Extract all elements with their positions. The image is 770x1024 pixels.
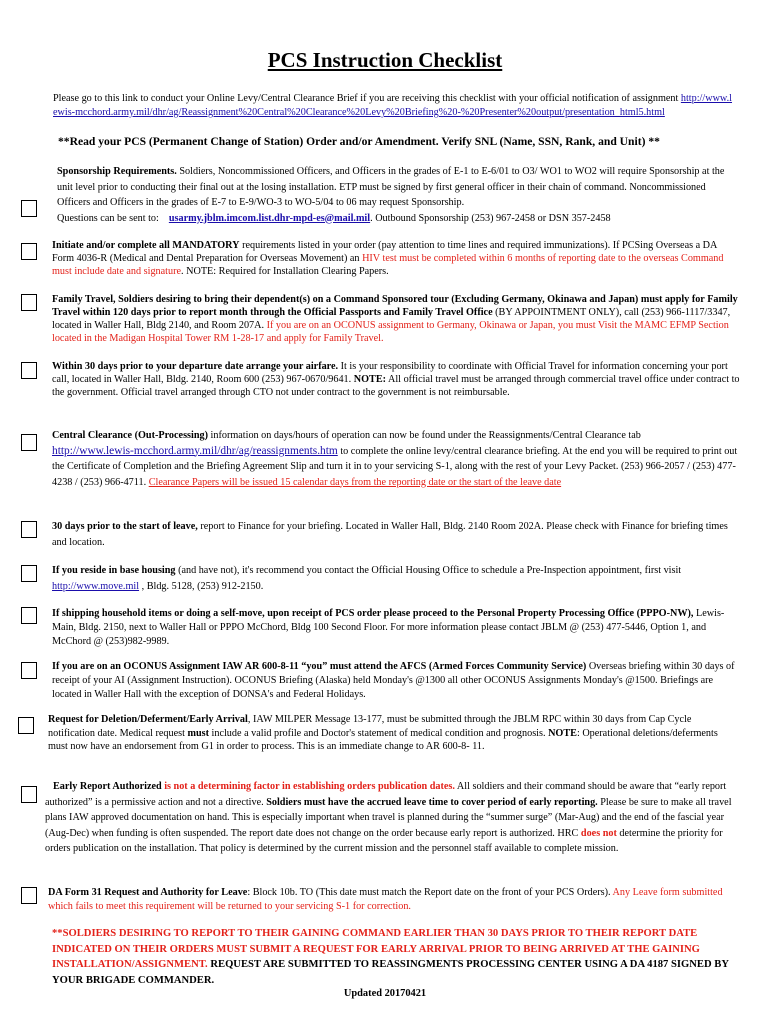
housing-checkbox[interactable] bbox=[21, 565, 37, 582]
mandatory-item bbox=[52, 239, 740, 278]
early-report-does-not: does not bbox=[580, 827, 617, 839]
sponsorship-text: Soldiers, Noncommissioned Officers, and Officers in the grades of E-1 to E-6/01 to O3/ WO1 to WO2 will require Sponsorship at the unit level prior to conducting their final out at the losing installation. ETP must be signed by first general officer in their chain of command. Noncommissioned Officers and Officers in the grades of E-7 to E-9/WO-3 to WO-5/04 to 06 may request Sponsorship. bbox=[57, 166, 725, 208]
mandatory-checkbox[interactable] bbox=[21, 243, 37, 260]
read-orders-notice: **Read your PCS (Permanent Change of Station) Order and/or Amendment. Verify SNL (Name, SSN, Rank, and Unit) ** bbox=[58, 135, 660, 148]
oconus-heading: If you are on an OCONUS Assignment IAW AR 600-8-11 “you” must attend the AFCS (Armed Forces Community Service) bbox=[52, 661, 587, 672]
family-travel-item bbox=[52, 293, 740, 345]
early-report-text-3: determine the priority for orders publication on the installation. That policy is determined by the current mission and the personnel staff available to complete mission. bbox=[45, 827, 723, 854]
questions-prefix: Questions can be sent to: bbox=[57, 212, 159, 224]
mandatory-text-2: . NOTE: Required for Installation Clearing Papers. bbox=[181, 266, 389, 277]
clearance-papers-note: Clearance Papers will be issued 15 calendar days from the reporting date or the start of the leave date bbox=[148, 476, 562, 488]
da31-text: : Block 10b. TO (This date must match the Report date on the front of your PCS Orders). bbox=[247, 887, 613, 898]
early-report-checkbox[interactable] bbox=[21, 786, 37, 803]
shipping-heading: If shipping household items or doing a self-move, upon receipt of PCS order please proceed to the Personal Property Processing Office (PPPO-NW), bbox=[52, 608, 694, 619]
oconus-text: Overseas briefing within 30 days of receipt of your AI (Assignment Instruction). OCONUS Briefing (Alaska) held Monday's @1300 all other OCONUS Assignments Monday's @1500. Briefings are located in Waller Hall with the exception of DONSA's and Federal Holidays. bbox=[52, 661, 735, 700]
clearance-heading: Central Clearance (Out-Processing) bbox=[52, 430, 208, 441]
deletion-item bbox=[48, 713, 740, 754]
oconus-item bbox=[52, 660, 740, 702]
page-title: PCS Instruction Checklist bbox=[267, 48, 503, 72]
family-travel-text: (BY APPOINTMENT ONLY), call (253) 966-1117/3347, located in Waller Hall, Bldg 2140, and Room 207A. bbox=[52, 307, 731, 331]
questions-suffix: . Outbound Sponsorship (253) 967-2458 or DSN 357-2458 bbox=[370, 212, 611, 224]
early-report-red: is not a determining factor in establishing orders publication dates. bbox=[161, 781, 455, 792]
da31-red: Any Leave form submitted which fails to meet this requirement will be returned to your servicing S-1 for correction. bbox=[48, 887, 723, 912]
housing-text-1: (and have not), it's recommend you contact the Official Housing Office to schedule a Pre-Inspection appointment, first visit bbox=[175, 565, 682, 576]
deletion-note-label: NOTE bbox=[548, 727, 577, 739]
da31-heading: DA Form 31 Request and Authority for Leave bbox=[48, 887, 248, 898]
move-mil-link[interactable]: http://www.move.mil bbox=[52, 580, 140, 592]
clearance-text-1: information on days/hours of operation can now be found under the Reassignments/Central Clearance tab bbox=[207, 430, 641, 441]
sponsorship-heading: Sponsorship Requirements. bbox=[57, 166, 177, 177]
early-arrival-notice bbox=[52, 926, 742, 988]
clearance-text-2: to complete the online levy/central clearance briefing. At the end you will be required to print out the Certificate of Completion and the Briefing Agreement Slip and turn it in to your servicing S-1, along with the rest of your Levy Packet. (253) 966-2057 / (253) 477-4238 / (253) 966-4711. bbox=[52, 445, 738, 488]
oconus-checkbox[interactable] bbox=[21, 662, 37, 679]
early-report-text-2: Please be sure to make all travel plans IAW approved documentation on hand. This is especially important when travel is planned during the “summer surge” (Mar-Aug) and the end of the fascial year (Aug-Dec) when funding is often suspended. The report date does not change on the order because early report is authorized. HRC bbox=[45, 796, 732, 839]
intro-text: Please go to this link to conduct your Online Levy/Central Clearance Brief if you are receiving this checklist with your official notification of assignment bbox=[53, 93, 679, 104]
updated-date: Updated 20170421 bbox=[343, 988, 427, 999]
housing-text-2: , Bldg. 5128, (253) 912-2150. bbox=[139, 580, 264, 592]
mandatory-text-1: requirements listed in your order (pay attention to time lines and required immunizations). If PCSing Overseas a DA Form 4036-R (Medical and Dental Preparation for Overseas Movement) an bbox=[52, 240, 717, 264]
da31-checkbox[interactable] bbox=[21, 887, 37, 904]
deletion-must: must bbox=[187, 727, 209, 739]
early-report-bold: Soldiers must have the accrued leave time to cover period of early reporting. bbox=[266, 796, 598, 808]
family-travel-heading: Family Travel, Soldiers desiring to bring their dependent(s) on a Command Sponsored tour (Excluding Germany, Okinawa and Japan) must apply for Family Travel within 120 days prior to report month through the Official Passports and Family Travel Office bbox=[52, 294, 738, 318]
sponsorship-checkbox[interactable] bbox=[21, 200, 37, 217]
mandatory-heading: Initiate and/or complete all MANDATORY bbox=[52, 240, 240, 251]
early-report-item bbox=[45, 779, 740, 857]
clearance-checkbox[interactable] bbox=[21, 434, 37, 451]
airfare-checkbox[interactable] bbox=[21, 362, 37, 379]
hiv-test-note: HIV test must be completed within 6 months of reporting date to the overseas Command must include date and signature bbox=[52, 253, 724, 277]
da31-item bbox=[48, 886, 740, 914]
early-report-text-1: All soldiers and their command should be aware that “early report authorized” is a permissive action and not a directive. bbox=[45, 781, 727, 808]
shipping-item bbox=[52, 607, 740, 649]
reassignments-link[interactable]: http://www.lewis-mcchord.army.mil/dhr/ag/reassignments.htm bbox=[52, 444, 338, 457]
housing-item bbox=[52, 563, 740, 594]
early-arrival-black: REQUEST ARE SUBMITTED TO REASSINGMENTS PROCESSING CENTER USING A DA 4187 SIGNED BY YOUR BRIGADE COMMANDER. bbox=[52, 959, 729, 986]
airfare-heading: Within 30 days prior to your departure date arrange your airfare. bbox=[52, 361, 339, 372]
finance-item bbox=[52, 519, 740, 550]
early-arrival-red: **SOLDIERS DESIRING TO REPORT TO THEIR GAINING COMMAND EARLIER THAN 30 DAYS PRIOR TO THEIR REPORT DATE INDICATED ON THEIR ORDERS MUST SUBMIT A REQUEST FOR EARLY ARRIVAL PRIOR TO BEING ARRIVED AT THE GAINING INSTALLATION/ASSIGNMENT. bbox=[52, 928, 700, 970]
efmp-note: If you are on an OCONUS assignment to Germany, Okinawa or Japan, you must Visit the MAMC EFMP Section located in the Madigan Hospital Tower RM 1-28-17 and apply for Family Travel. bbox=[52, 320, 729, 344]
family-travel-checkbox[interactable] bbox=[21, 294, 37, 311]
airfare-item bbox=[52, 360, 740, 399]
finance-heading: 30 days prior to the start of leave, bbox=[52, 521, 198, 532]
deletion-text-2: include a valid profile and Doctor's statement of medical condition and prognosis. bbox=[208, 727, 549, 739]
deletion-text-1: , IAW MILPER Message 13-177, must be submitted through the JBLM RPC within 30 days from Cap Cycle notification date. Medical request bbox=[48, 714, 692, 739]
early-report-heading: Early Report Authorized bbox=[53, 781, 162, 792]
central-clearance-item bbox=[52, 428, 740, 490]
airfare-text-2: All official travel must be arranged through commercial travel office under contract to the government. Official travel arranged through CTO not under contract to the government is not reimbursable. bbox=[52, 374, 740, 398]
housing-heading: If you reside in base housing bbox=[52, 565, 176, 576]
airfare-note-label: NOTE: bbox=[353, 374, 387, 385]
levy-brief-link[interactable]: http://www.lewis-mcchord.army.mil/dhr/ag/Reassignment%20Central%20Clearance%20Levy%20Briefing%20-%20Presenter%20output/presentation_html5.html bbox=[53, 93, 733, 118]
airfare-text-1: It is your responsibility to coordinate with Official Travel for information concerning your port call, located in Waller Hall, Bldg. 2140, Room 600 (253) 967-0670/9641. bbox=[52, 361, 728, 385]
intro-paragraph bbox=[53, 92, 733, 120]
deletion-checkbox[interactable] bbox=[18, 717, 34, 734]
sponsorship-item bbox=[57, 164, 739, 226]
shipping-checkbox[interactable] bbox=[21, 607, 37, 624]
shipping-text: Lewis-Main, Bldg. 2150, next to Waller Hall or PPPO McChord, Bldg 100 Second Floor. For more information please contact JBLM @ (253) 477-5446, Option 1, and McChord @ (253)982-9989. bbox=[52, 608, 725, 647]
sponsorship-email-link[interactable]: usarmy.jblm.imcom.list.dhr-mpd-es@mail.mil bbox=[168, 212, 371, 224]
deletion-heading: Request for Deletion/Deferment/Early Arrival bbox=[48, 714, 248, 725]
finance-checkbox[interactable] bbox=[21, 521, 37, 538]
finance-text: report to Finance for your briefing. Located in Waller Hall, Bldg. 2140 Room 202A. Please check with Finance for briefing times and location. bbox=[52, 521, 728, 548]
deletion-text-3: : Operational deletions/deferments must now have an endorsement from G1 in order to process. This is an immediate change to AR 600-8- 11. bbox=[48, 727, 718, 752]
